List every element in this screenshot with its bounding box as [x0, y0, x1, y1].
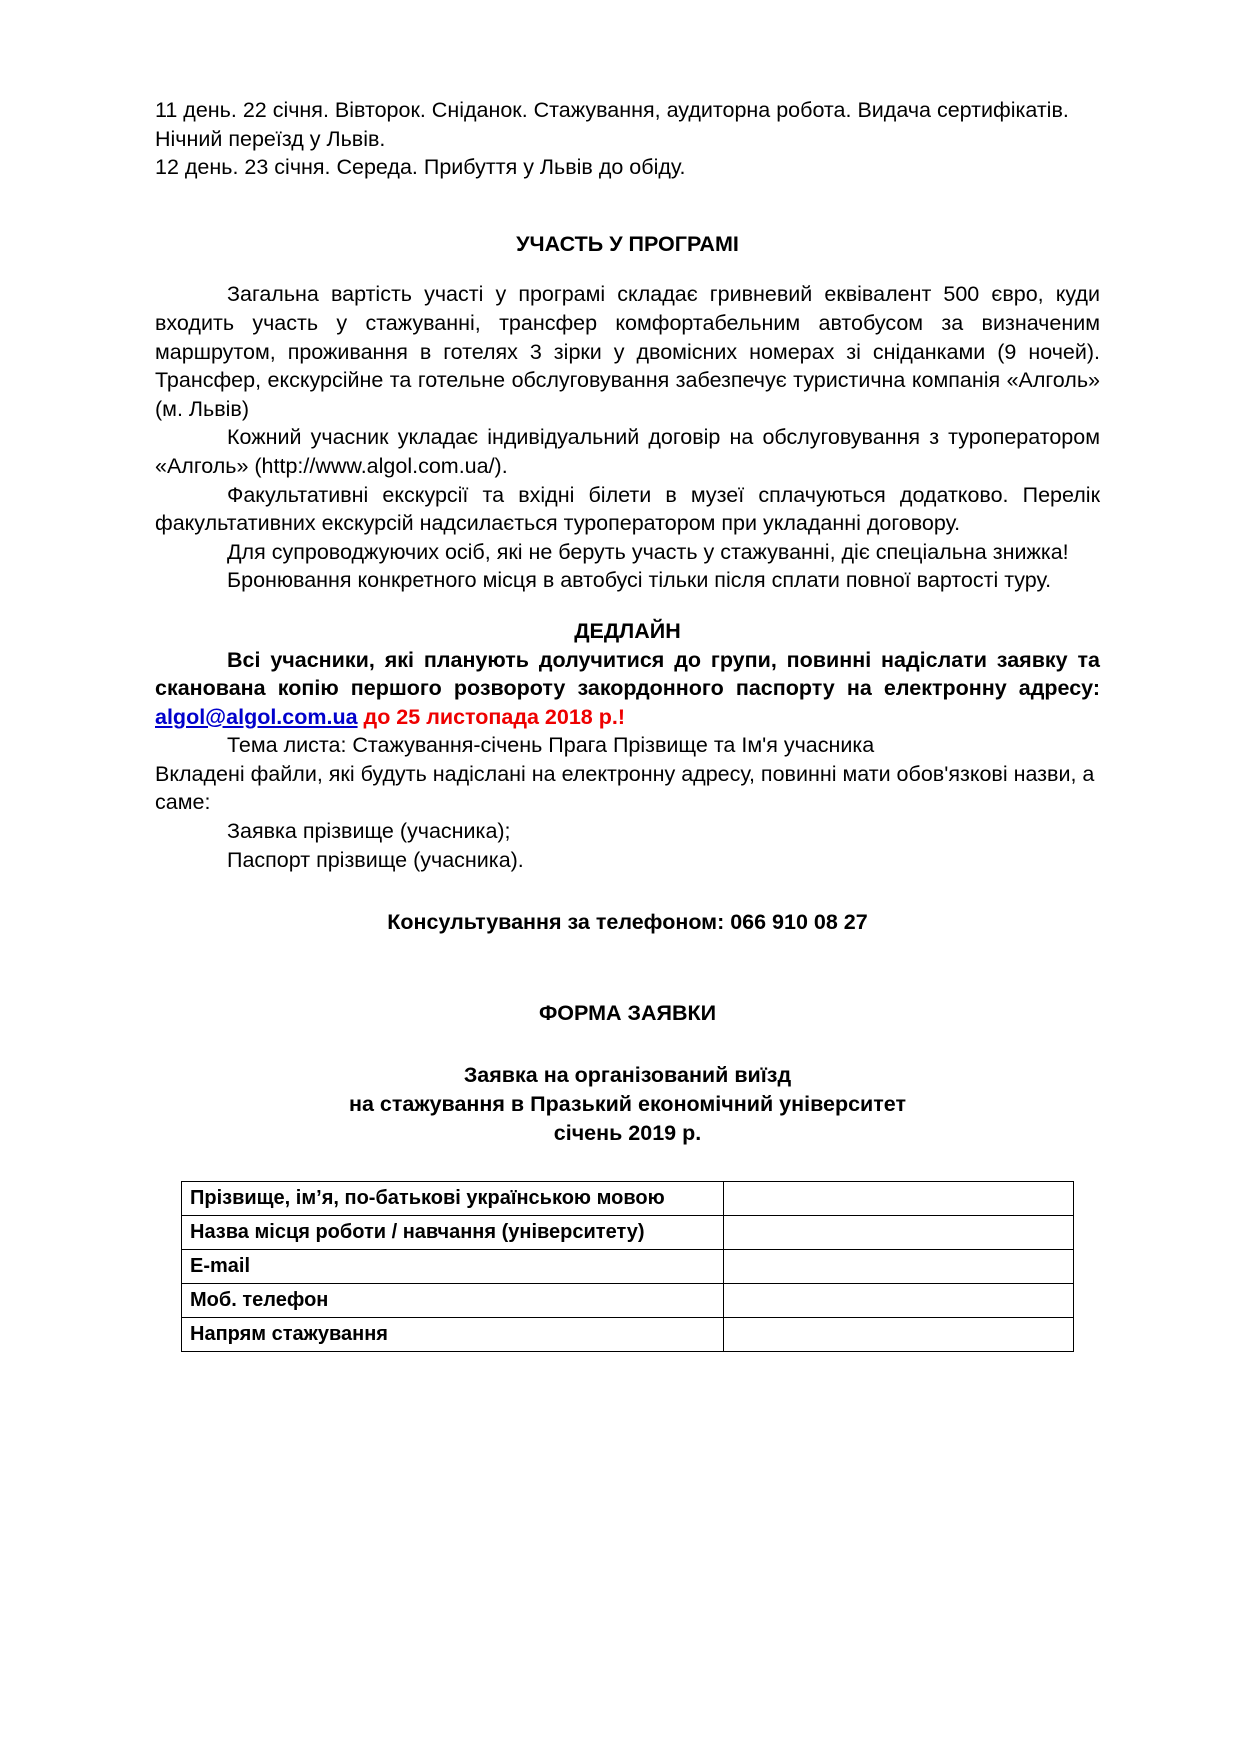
form-label-phone: Моб. телефон: [182, 1284, 724, 1318]
deadline-date-alert: до 25 листопада 2018 р.!: [363, 704, 625, 729]
form-heading: ФОРМА ЗАЯВКИ: [538, 1000, 717, 1025]
spacer-before-participation: [155, 182, 1100, 230]
form-value-fullname[interactable]: [724, 1182, 1074, 1216]
schedule-line-day12: 12 день. 23 січня. Середа. Прибуття у Львів до обіду.: [155, 155, 686, 180]
form-value-phone[interactable]: [724, 1284, 1074, 1318]
participation-paragraph-cost: Загальна вартість участі у програмі складає гривневий еквівалент 500 євро, куди входить участь у стажуванні, трансфер комфортабельним автобусом за визначеним маршрутом, проживання в готелях 3 зірки у двомісних номерах зі сніданками (9 ночей). Трансфер, екскурсійне та готельне обслуговування забезпечує туристична компанія «Алголь» (м. Львів): [155, 282, 1100, 421]
table-row: [182, 1216, 1074, 1250]
deadline-intro-paragraph: [155, 646, 1100, 732]
participation-paragraph-discount: Для супроводжуючих осіб, які не беруть участь у стажуванні, діє спеціальна знижка!: [227, 539, 1069, 564]
attachment-item-application: Заявка прізвище (учасника);: [227, 819, 511, 844]
table-row: [182, 1250, 1074, 1284]
form-title-line-3: січень 2019 р.: [553, 1120, 702, 1145]
deadline-intro-text: Всі учасники, які планують долучитися до групи, повинні надіслати заявку та сканована копію першого розвороту закордонного паспорту на електронну адресу:: [155, 647, 1100, 701]
form-value-email[interactable]: [724, 1250, 1074, 1284]
spacer-before-consultation: [155, 874, 1100, 908]
deadline-email-link[interactable]: algol@algol.com.ua: [155, 704, 358, 729]
spacer-before-table: [155, 1147, 1100, 1181]
attachment-item-passport: Паспорт прізвище (учасника).: [227, 847, 524, 872]
form-title-line-1: Заявка на організований виїзд: [463, 1063, 792, 1088]
consultation-phone-line: Консультування за телефоном: 066 910 08 27: [387, 910, 868, 935]
schedule-line-day11: 11 день. 22 січня. Вівторок. Сніданок. Стажування, аудиторна робота. Видача сертифікатів. Нічний переїзд у Львів.: [155, 98, 1069, 151]
table-row: [182, 1182, 1074, 1216]
participation-paragraph-contract: Кожний учасник укладає індивідуальний договір на обслуговування з туроператором «Алголь» (http://www.algol.com.ua/).: [155, 425, 1100, 478]
form-label-fullname: Прізвище, ім’я, по-батькові українською мовою: [182, 1182, 724, 1216]
deadline-subject-line: Тема листа: Стажування-січень Прага Прізвище та Ім'я учасника: [227, 733, 875, 758]
form-label-workplace: Назва місця роботи / навчання (університету): [182, 1216, 724, 1250]
form-value-workplace[interactable]: [724, 1216, 1074, 1250]
form-value-direction[interactable]: [724, 1318, 1074, 1352]
form-title-line-2: на стажування в Празький економічний університет: [348, 1092, 907, 1117]
table-row: [182, 1284, 1074, 1318]
deadline-attachments-note: Вкладені файли, які будуть надіслані на електронну адресу, повинні мати обов'язкові назви, а саме:: [155, 761, 1095, 815]
participation-heading: УЧАСТЬ У ПРОГРАМІ: [516, 231, 739, 256]
form-label-direction: Напрям стажування: [182, 1318, 724, 1352]
spacer-after-form-heading: [155, 1027, 1100, 1061]
participation-paragraph-excursions: Факультативні екскурсії та вхідні білети в музеї сплачуються додатково. Перелік факультативних екскурсій надсилається туроператором при укладанні договору.: [155, 482, 1100, 536]
form-label-email: E-mail: [182, 1250, 724, 1284]
deadline-heading: ДЕДЛАЙН: [574, 618, 681, 643]
application-form-table: [181, 1181, 1074, 1352]
spacer-after-participation-heading: [155, 258, 1100, 280]
spacer-before-form: [155, 937, 1100, 999]
table-row: [182, 1318, 1074, 1352]
participation-paragraph-booking: Бронювання конкретного місця в автобусі тільки після сплати повної вартості туру.: [227, 568, 1052, 593]
spacer-before-deadline: [155, 595, 1100, 617]
